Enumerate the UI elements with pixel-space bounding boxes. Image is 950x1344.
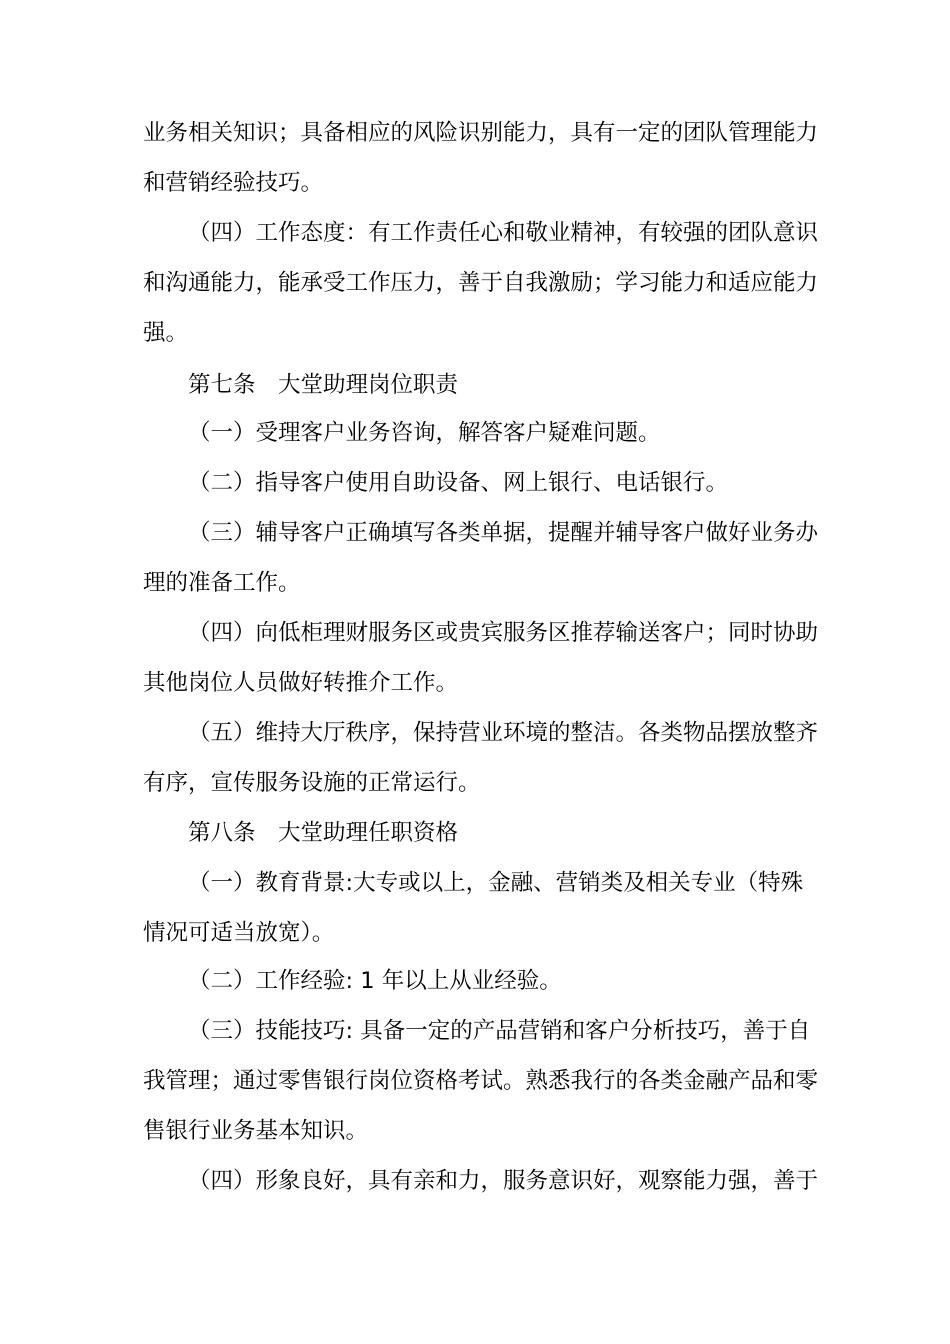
text-line: （四）向低柜理财服务区或贵宾服务区推荐输送客户；同时协助 — [188, 620, 819, 646]
text-line: 情况可适当放宽）。 — [143, 920, 335, 946]
text-line: （五）维持大厅秩序，保持营业环境的整洁。各类物品摆放整齐 — [188, 720, 819, 746]
text-line: （四）工作态度：有工作责任心和敬业精神，有较强的团队意识 — [188, 220, 819, 246]
text-line: （三）辅导客户正确填写各类单据，提醒并辅导客户做好业务办 — [188, 520, 819, 546]
text-line: 理的准备工作。 — [143, 570, 301, 596]
text-line: 我管理；通过零售银行岗位资格考试。熟悉我行的各类金融产品和零 — [143, 1068, 819, 1094]
text-line: （一）教育背景:大专或以上，金融、营销类及相关专业（特殊 — [188, 870, 804, 896]
text-line: （一）受理客户业务咨询，解答客户疑难问题。 — [188, 420, 661, 446]
text-line: 有序，宣传服务设施的正常运行。 — [143, 770, 481, 796]
text-line: 其他岗位人员做好转推介工作。 — [143, 670, 459, 696]
text-line: （四）形象良好，具有亲和力，服务意识好，观察能力强，善于 — [188, 1168, 819, 1194]
text-line: 售银行业务基本知识。 — [143, 1118, 369, 1144]
text-line: 和沟通能力，能承受工作压力，善于自我激励；学习能力和适应能力 — [143, 270, 819, 296]
text-line: （二）指导客户使用自助设备、网上银行、电话银行。 — [188, 470, 729, 496]
section-heading: 第七条 大堂助理岗位职责 — [188, 372, 459, 398]
section-heading: 第八条 大堂助理任职资格 — [188, 820, 459, 846]
text-line: （二）工作经验: 1 年以上从业经验。 — [188, 968, 562, 994]
text-line: 强。 — [143, 320, 189, 346]
text-line: （三）技能技巧: 具备一定的产品营销和客户分析技巧，善于自 — [188, 1018, 811, 1044]
text-line: 业务相关知识；具备相应的风险识别能力，具有一定的团队管理能力 — [143, 120, 819, 146]
text-line: 和营销经验技巧。 — [143, 170, 324, 196]
